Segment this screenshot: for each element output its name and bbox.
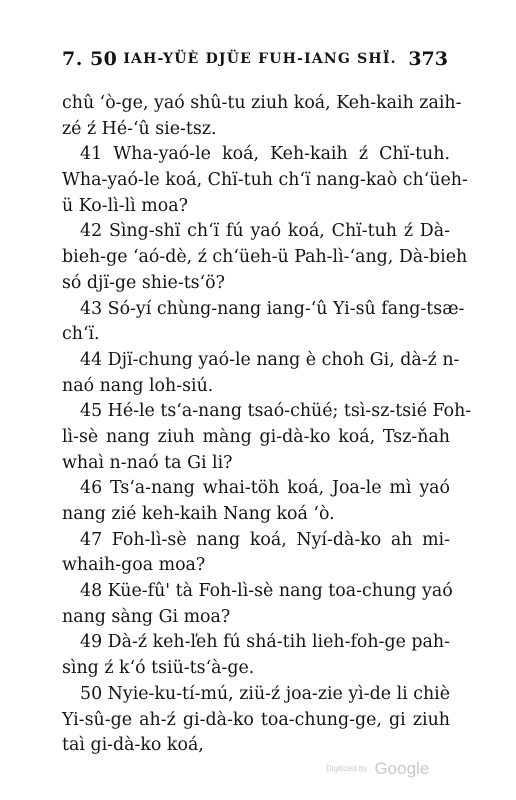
- verse-41-start: 41 Wha-yaó-le koá, Keh-kaih ź Chï-tuh.: [80, 144, 450, 165]
- text-line: naó nang loh-siú.: [62, 375, 214, 396]
- verse-47-start: 47 Foh-lì-sè nang koá, Nyí-dà-ko ah mi-: [80, 529, 450, 550]
- text-line: ü Ko-lì-lì moa?: [62, 195, 188, 216]
- page-body-text: [62, 91, 472, 759]
- page-number: 373: [408, 48, 448, 70]
- watermark-prefix: Digitized by: [326, 764, 368, 773]
- verse-45-start: 45 Hé-le tsʻa-nang tsaó-chüé; tsì-sz-tsié Foh-: [80, 401, 472, 422]
- verse-42-start: 42 Sìng-shï chʻï fú yaó koá, Chï-tuh ź Dà-: [80, 221, 450, 242]
- text-line: whaih-goa moa?: [62, 555, 206, 576]
- verse-44-start: 44 Djï-chung yaó-le nang è choh Gi, dà-ź n-: [80, 349, 460, 370]
- text-line: whaì n-naó ta Gi li?: [62, 452, 233, 473]
- text-line: nang zié keh-kaih Nang koá ʻò.: [62, 504, 335, 524]
- running-title: IAH-YÜÈ DJÜE FUH-IANG SHÏ.: [123, 51, 397, 67]
- text-line: taì gi-dà-ko koá,: [62, 735, 204, 756]
- text-line: sìng ź kʻó tsiü-tsʻà-ge.: [62, 658, 255, 679]
- page-header: [62, 48, 448, 78]
- verse-50-start: 50 Nyie-ku-tí-mú, ziü-ź joa-zie yì-de li chiè: [80, 683, 451, 704]
- chapter-verse-ref: 7. 50: [62, 48, 118, 70]
- text-line: chʻï.: [62, 324, 100, 345]
- verse-46-start: 46 Tsʻa-nang whai-töh koá, Joa-le mì yaó: [80, 478, 450, 499]
- text-line: nang sàng Gi moa?: [62, 606, 231, 627]
- text-line: Yi-sû-ge ah-ź gi-dà-ko toa-chung-ge, gi ziuh: [62, 709, 450, 730]
- text-line: chû ʻò-ge, yaó shû-tu ziuh koá, Keh-kaih zaih-: [62, 93, 462, 113]
- text-line: só djï-ge shie-tsʻö?: [62, 272, 225, 293]
- text-line: Wha-yaó-le koá, Chï-tuh chʻï nang-kaò chʻüeh-: [62, 170, 468, 191]
- text-line: zé ź Hé-ʻû sie-tsz.: [62, 118, 217, 139]
- text-line: bieh-ge ʻaó-dè, ź chʻüeh-ü Pah-lì-ʻang, Dà-bieh: [62, 247, 468, 268]
- verse-49-start: 49 Dà-ź keh-ľeh fú shá-tih lieh-foh-ge pah-: [80, 632, 450, 653]
- verse-43-start: 43 Só-yí chùng-nang iang-ʻû Yi-sû fang-tsæ-: [80, 298, 465, 319]
- digitized-watermark: [326, 758, 429, 779]
- text-line: lì-sè nang ziuh màng gi-dà-ko koá, Tsz-ňah: [62, 426, 450, 447]
- google-logo-text: Google: [374, 758, 430, 778]
- verse-48-start: 48 Küe-fû' tà Foh-lì-sè nang toa-chung yaó: [80, 581, 453, 602]
